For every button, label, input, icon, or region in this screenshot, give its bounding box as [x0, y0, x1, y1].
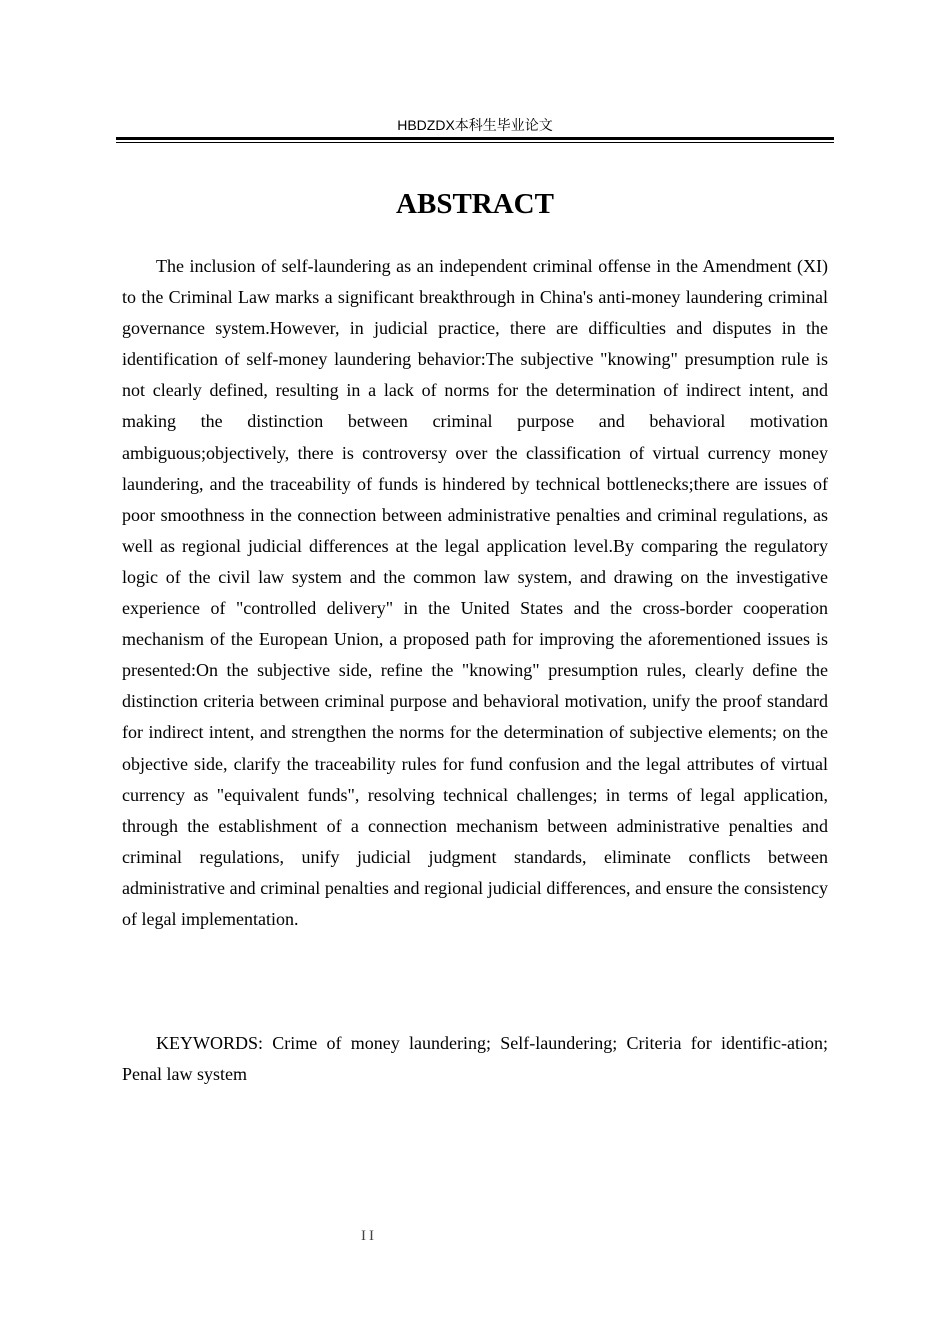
keywords-line: KEYWORDS: Crime of money laundering; Self-laundering; Criteria for identific-ation; Penal law system [122, 1033, 828, 1084]
header-rule-thick [116, 137, 834, 140]
abstract-body: The inclusion of self-laundering as an independent criminal offense in the Amendment (XI) to the Criminal Law marks a significant breakthrough in China's anti-money laundering criminal governance system.However, in judicial practice, there are difficulties and disputes in the identification of self-money laundering behavior:The subjective "knowing" presumption rule is not clearly defined, resulting in a lack of norms for the determination of indirect intent, and making the distinction between criminal purpose and behavioral motivation ambiguous;objectively, there is controversy over the classification of virtual currency money laundering, and the traceability of funds is hindered by technical bottlenecks;there are issues of poor smoothness in the connection between administrative penalties and criminal regulations, as well as regional judicial differences at the legal application level.By comparing the regulatory logic of the civil law system and the common law system, and drawing on the investigative experience of "controlled delivery" in the United States and the cross-border cooperation mechanism of the European Union, a proposed path for improving the aforementioned issues is presented:On the subjective side, refine the "knowing" presumption rules, clearly define the distinction criteria between criminal purpose and behavioral motivation, unify the proof standard for indirect intent, and strengthen the norms for the determination of subjective elements; on the objective side, clarify the traceability rules for fund confusion and the legal attributes of virtual currency as "equivalent funds", resolving technical challenges; in terms of legal application, through the establishment of a connection mechanism between administrative penalties and criminal regulations, unify judicial judgment standards, eliminate conflicts between administrative and criminal penalties and regional judicial differences, and ensure the consistency of legal implementation. [122, 256, 828, 929]
header-rule-thin [116, 142, 834, 143]
page-number: II [361, 1228, 377, 1244]
abstract-title: ABSTRACT [396, 188, 554, 220]
running-header: HBDZDX本科生毕业论文 [397, 117, 553, 133]
